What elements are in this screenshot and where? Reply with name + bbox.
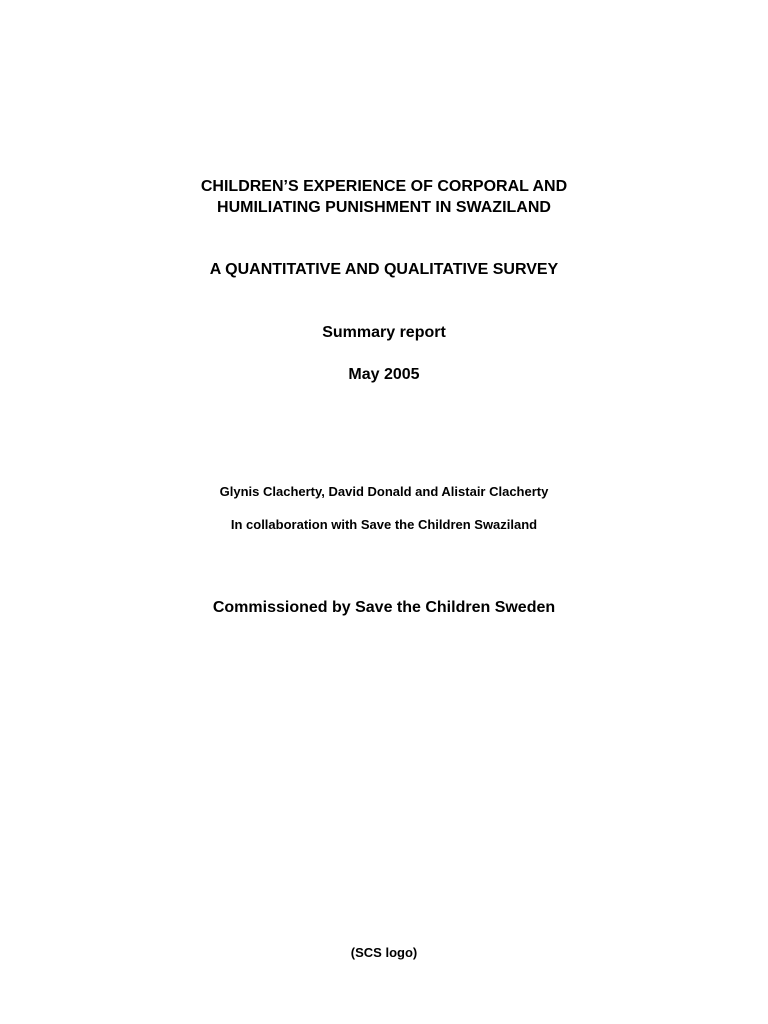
survey-subtitle: A QUANTITATIVE AND QUALITATIVE SURVEY <box>209 261 559 278</box>
title-line-1: CHILDREN’S EXPERIENCE OF CORPORAL AND <box>200 178 568 195</box>
report-type: Summary report <box>322 324 446 341</box>
collaboration-line: In collaboration with Save the Children Swaziland <box>230 517 538 532</box>
report-date: May 2005 <box>348 366 420 383</box>
authors-line: Glynis Clacherty, David Donald and Alistair Clacherty <box>219 484 549 499</box>
commissioned-by-line: Commissioned by Save the Children Sweden <box>212 599 556 616</box>
logo-placeholder: (SCS logo) <box>350 945 418 960</box>
title-line-2: HUMILIATING PUNISHMENT IN SWAZILAND <box>217 199 551 216</box>
